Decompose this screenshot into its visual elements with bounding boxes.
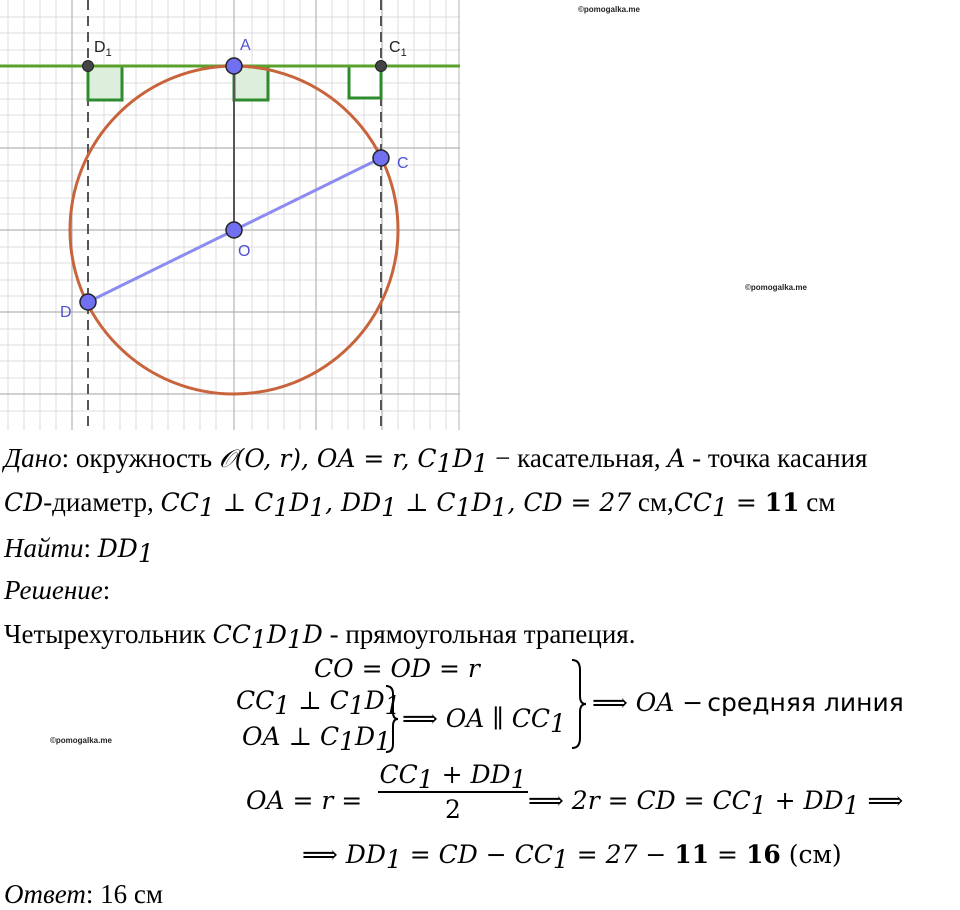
point-c1 bbox=[376, 61, 387, 72]
label-c1: $C_1$ bbox=[389, 39, 407, 59]
given-label: Дано bbox=[4, 443, 62, 473]
point-d1 bbox=[83, 61, 94, 72]
system-top-eq: CO = OD = r bbox=[314, 654, 480, 683]
watermark-left: ©pomogalka.me bbox=[50, 736, 112, 745]
label-d1: $D_1$ bbox=[94, 39, 112, 59]
brace-inner bbox=[384, 684, 400, 754]
label-a: A bbox=[240, 37, 251, 54]
fraction-bar bbox=[378, 791, 528, 793]
implies-conclusion: ⟹ OA − средняя линия bbox=[592, 688, 904, 717]
given-line-2: CD-диаметр, $CC_1$ ⊥ $C_1D_1$, $DD_1$ ⊥ $C_1D_1$, CD = 27 $см,CC_1 = 11$ см bbox=[4, 487, 836, 522]
watermark-middle: ©pomogalka.me bbox=[745, 283, 807, 292]
implies-midline-statement: ⟹ OA ∥ $CC_1$ bbox=[402, 704, 566, 738]
given-line-1: Дано: окружность 𝒪(O, r), OA = r, $C_1D_1$ − касательная, A - точка касания bbox=[4, 443, 868, 478]
right-angle-c1 bbox=[349, 66, 381, 98]
label-c: C bbox=[397, 155, 409, 172]
solution-heading: Решение: bbox=[4, 575, 111, 605]
fraction-denominator: 2 bbox=[445, 795, 461, 824]
label-o: O bbox=[238, 243, 251, 260]
answer-line bbox=[4, 878, 163, 910]
point-d bbox=[80, 294, 96, 310]
answer-value: : 16 см bbox=[85, 879, 163, 909]
find-line: Найти: $DD_1$ bbox=[4, 533, 154, 568]
given-text-1: окружность bbox=[75, 443, 213, 473]
answer-label: Ответ bbox=[4, 879, 86, 909]
watermark-top: ©pomogalka.me bbox=[578, 5, 640, 14]
geometry-figure bbox=[0, 0, 460, 430]
label-d: D bbox=[60, 304, 72, 321]
solution-label: Решение bbox=[4, 575, 103, 605]
fraction bbox=[378, 760, 528, 824]
equation-1-right: ⟹ 2r = CD = $CC_1 + DD_1$ ⟹ bbox=[528, 786, 904, 820]
system-line-1: $CC_1$ ⊥ $C_1D_1$ bbox=[236, 686, 401, 720]
equation-1-left: OA = r = bbox=[246, 786, 363, 815]
right-angle-d1 bbox=[88, 66, 122, 100]
system-line-2: OA ⊥ $C_1D_1$ bbox=[242, 722, 391, 756]
solution-line-1: Четырехугольник $CC_1D_1D$ - прямоугольная трапеция. bbox=[4, 619, 636, 654]
point-c bbox=[373, 150, 389, 166]
brace-outer bbox=[570, 658, 588, 750]
fraction-numerator: $CC_1 + DD_1$ bbox=[379, 760, 527, 794]
point-a bbox=[226, 58, 242, 74]
point-o bbox=[226, 222, 242, 238]
equation-2: ⟹ $DD_1$ = CD − $CC_1 = 27 - 11 = 16$ (см) bbox=[302, 840, 842, 874]
find-label: Найти bbox=[4, 533, 84, 563]
